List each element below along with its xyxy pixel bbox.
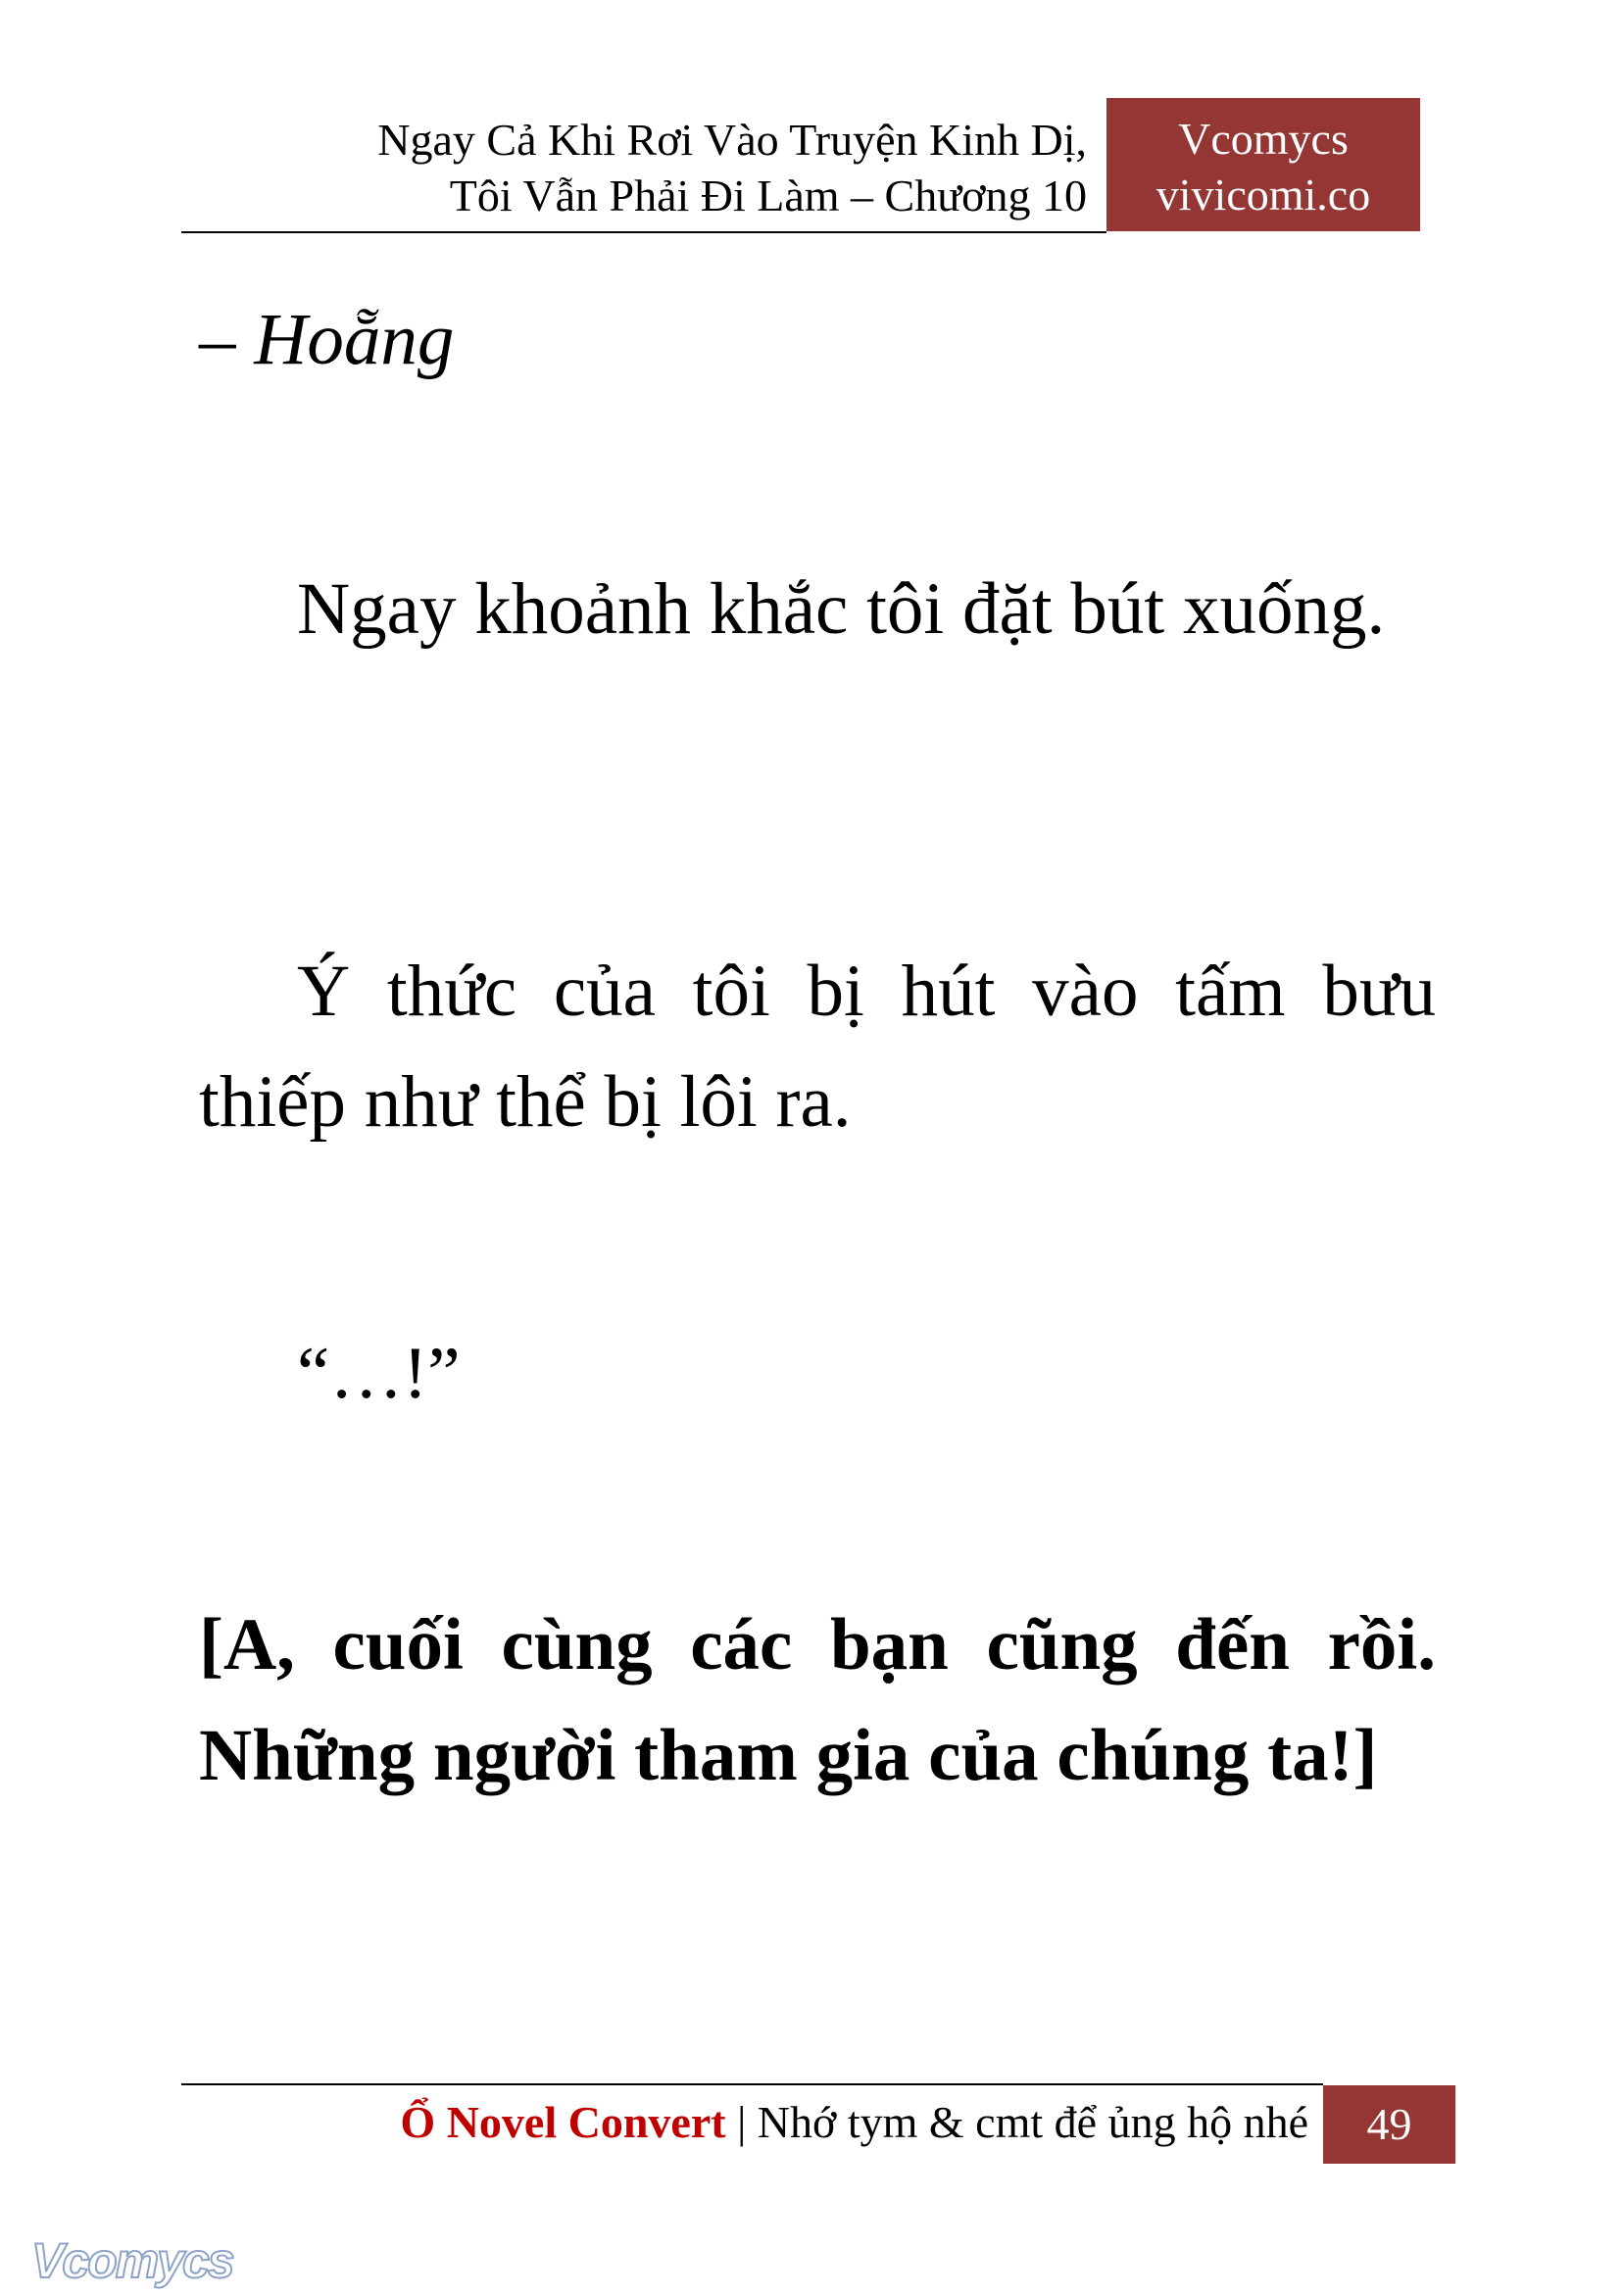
page-footer: [181, 2085, 1455, 2164]
header-title: [377, 112, 1087, 223]
svg-text:Vcomycs: Vcomycs: [31, 2233, 233, 2288]
header-divider: [181, 231, 1106, 233]
header-badge-name: Vcomycs: [1178, 114, 1349, 164]
footer-text: [400, 2093, 1308, 2152]
footer-separator: |: [737, 2097, 747, 2147]
header-title-line2: Tôi Vẫn Phải Đi Làm – Chương 10: [449, 171, 1087, 220]
header-title-line1: Ngay Cả Khi Rơi Vào Truyện Kinh Dị,: [377, 115, 1087, 165]
page-header: [181, 98, 1421, 231]
vcomycs-watermark-logo: [27, 2232, 263, 2291]
footer-message: Nhớ tym & cmt để ủng hộ nhé: [757, 2097, 1308, 2147]
paragraph-narration-2: Ý thức của tôi bị hút vào tấm bưu thiếp như thể bị lôi ra.: [199, 951, 1436, 1143]
header-badge-site: vivicomi.co: [1155, 170, 1371, 220]
paragraph-sound-effect: – Hoẵng: [199, 299, 455, 380]
paragraph-exclamation: “…!”: [297, 1333, 461, 1414]
page-number: 49: [1323, 2085, 1455, 2164]
paragraph-narration-1: Ngay khoảnh khắc tôi đặt bút xuống.: [297, 568, 1386, 650]
header-badge: [1106, 98, 1420, 231]
paragraph-system-message: [A, cuối cùng các bạn cũng đến rồi. Những người tham gia của chúng ta!]: [199, 1604, 1436, 1796]
footer-brand: Ổ Novel Convert: [400, 2097, 726, 2147]
